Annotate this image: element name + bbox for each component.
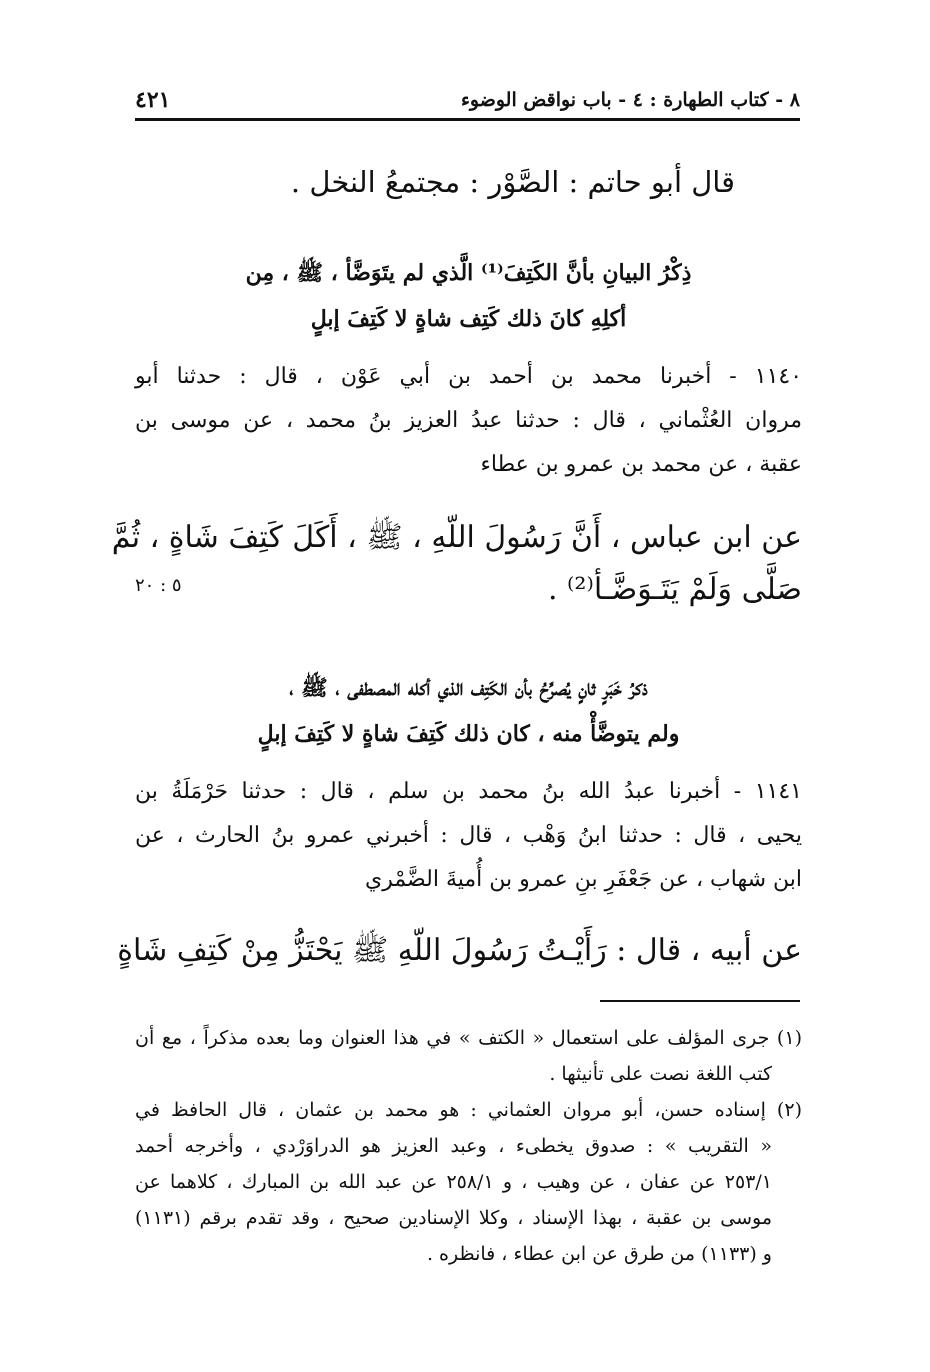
heading-1-line-1: ذِكْرُ البيانِ بأنَّ الكَتِفَ⁽¹⁾ الَّذي لم يتَوَضَّأ ، ﷺ ، مِن (245, 260, 692, 286)
footnote-line: موسى بن عقبة ، بهذا الإسناد ، وكلا الإسنادين صحيح ، وقد تقدم برقم (١١٣١) (135, 1207, 772, 1229)
heading-2-line-1: ذكرُ خَبَرٍ ثانٍ يُصرِّحُ بأن الكَتِف الذي أكله المصطفى ، ﷺ ، (289, 675, 648, 701)
quote-line (135, 158, 735, 206)
cross-reference: ٥ : ٢٠ (135, 575, 182, 596)
footnote-line: ٢٥٣/١ عن عفان ، عن وهيب ، و ٢٥٨/١ عن عبد الله بن المبارك ، كلاهما عن (135, 1171, 772, 1193)
footnote-line: (١) جرى المؤلف على استعمال « الكتف » في هذا العنوان وما بعده مذكراً ، مع أن (135, 1027, 802, 1049)
heading-2-line-2: ولم يتوضَّأْ منه ، كان ذلك كَتِفَ شاةٍ لا كَتِفَ إبلٍ (257, 721, 680, 747)
isnad-line: ابن شهاب ، عن جَعْفَرِ بنِ عمرو بن أُميةَ الضَّمْري (364, 867, 802, 892)
page-number: ٤٢١ (135, 87, 171, 113)
matn-line: عن أبيه ، قال : رَأَيْـتُ رَسُولَ اللّهِ ﷺ يَحْتَزُّ مِنْ كَتِفِ شَاةٍ (117, 933, 802, 968)
footnotes (135, 1020, 802, 1272)
running-title: ٨ - كتاب الطهارة : ٤ - باب نواقض الوضوء (460, 89, 800, 111)
hadith-1141-matn (117, 925, 802, 977)
hadith-1140-isnad (135, 355, 802, 487)
section-heading-1 (135, 250, 802, 342)
isnad-line: ١١٤١ - أخبرنا عبدُ الله بنُ محمد بن سلم ، قال : حدثنا حَرْمَلَةُ بن (135, 779, 802, 804)
matn-line: عن ابن عباس ، أَنَّ رَسُولَ اللّهِ ، ﷺ ، أَكَلَ كَتِفَ شَاةٍ ، ثُمَّ (111, 520, 802, 555)
footnote-line: و (١١٣٣) من طرق عن ابن عطاء ، فانظره . (426, 1243, 772, 1265)
quote-text: قال أبو حاتم : الصَّوْر : مجتمعُ النخل . (290, 165, 735, 199)
isnad-line: مروان العُثْماني ، قال : حدثنا عبدُ العزيز بنُ محمد ، عن موسى بن (135, 408, 802, 433)
isnad-line: ١١٤٠ - أخبرنا محمد بن أحمد بن أبي عَوْن ، قال : حدثنا أبو (135, 364, 803, 389)
hadith-1141-isnad (135, 770, 802, 902)
footnote-line: كتب اللغة نصت على تأنيثها . (549, 1063, 772, 1085)
matn-line: صَلَّى وَلَمْ يَتَـوَضَّـأ⁽²⁾ . (547, 572, 802, 607)
footnote-line: (٢) إسناده حسن، أبو مروان العثماني : هو محمد بن عثمان ، قال الحافظ في (135, 1099, 802, 1121)
heading-1-line-2: أكلِهِ كانَ ذلك كَتِف شاةٍ لا كَتِفَ إبلٍ (310, 306, 627, 332)
hadith-1140-matn (111, 512, 802, 616)
isnad-line: عقبة ، عن محمد بن عمرو بن عطاء (480, 452, 802, 477)
isnad-line: يحيى ، قال : حدثنا ابنُ وَهْب ، قال : أخبرني عمرو بنُ الحارث ، عن (135, 823, 802, 848)
section-heading-2 (135, 665, 802, 757)
running-header (135, 82, 800, 121)
footnote-rule (600, 1000, 800, 1002)
footnote-line: « التقريب » : صدوق يخطىء ، وعبد العزيز هو الدراوَرْدي ، وأخرجه أحمد (135, 1135, 772, 1157)
